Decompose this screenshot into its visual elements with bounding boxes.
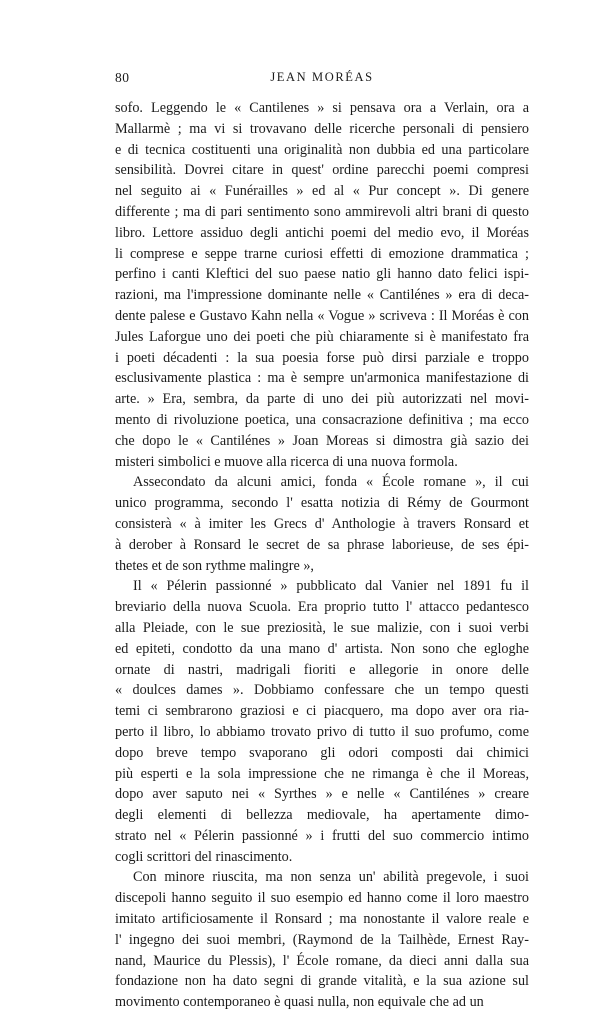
text-line: breviario della nuova Scuola. Era proprio tutto l' attacco pedantesco: [115, 599, 529, 616]
text-line: imitato artificiosamente il Ronsard ; ma nonostante il valore reale e: [115, 911, 529, 928]
running-title: JEAN MORÉAS: [270, 70, 374, 84]
text-line: perfino i canti Kleftici del suo paese natio gli hanno dato felici ispi-: [115, 266, 529, 283]
text-line: i poeti décadenti : la sua poesia forse può dirsi parziale e troppo: [115, 349, 529, 366]
text-line: à derober à Ronsard le secret de sa phrase laborieuse, de ses épi-: [115, 536, 529, 553]
text-line: libro. Lettore assiduo degli antichi poemi del medio evo, il Moréas: [115, 224, 529, 241]
text-line: mento di rivoluzione poetica, una consacrazione definitiva ; ma ecco: [115, 411, 529, 428]
page-number: 80: [115, 70, 130, 85]
text-line: misteri simbolici e muove alla ricerca di una nuova formola.: [115, 453, 458, 470]
text-line: thetes et de son rythme malingre »,: [115, 557, 314, 574]
text-line: ed epiteti, condotto da una mano d' artista. Non sono che egloghe: [115, 640, 529, 657]
paragraph: [115, 98, 529, 472]
text-line: che dopo le « Cantilénes » Joan Moreas si dimostra già sazio dei: [115, 432, 529, 449]
text-line: nand, Maurice du Plessis), l' École romane, da dieci anni dalla sua: [115, 952, 529, 969]
text-line: differente ; ma di pari sentimento sono ammirevoli altri brani di questo: [115, 203, 529, 220]
text-line: nel seguito ai « Funérailles » ed al « Pur concept ». Di genere: [115, 183, 529, 200]
text-line: unico programma, secondo l' esatta notizia di Rémy de Gourmont: [115, 495, 529, 512]
text-line: Assecondato da alcuni amici, fonda « École romane », il cui: [133, 474, 529, 491]
body-text: [115, 98, 529, 1013]
paragraph: [115, 867, 529, 1013]
text-line: ornate di nastri, madrigali fioriti e allegorie in onore delle: [115, 661, 529, 678]
text-line: dente palese e Gustavo Kahn nella « Vogue » scriveva : Il Moréas è con: [115, 307, 529, 324]
text-line: arte. » Era, sembra, da parte di uno dei più autorizzati nel movi-: [115, 391, 529, 408]
paragraph: [115, 576, 529, 867]
text-line: esclusivamente plastica : ma è sempre un'armonica manifestazione di: [115, 370, 529, 387]
text-line: temi ci sembrarono graziosi e ci piacquero, ma dopo aver ora ria-: [115, 703, 529, 720]
text-line: « doulces dames ». Dobbiamo confessare che un tempo questi: [115, 682, 529, 699]
text-line: dopo aver saputo nei « Syrthes » e nelle « Cantilénes » creare: [115, 786, 529, 803]
text-line: sofo. Leggendo le « Cantilenes » si pensava ora a Verlain, ora a: [115, 100, 529, 116]
paragraph: [115, 472, 529, 576]
text-line: cogli scrittori del rinascimento.: [115, 848, 293, 865]
text-line: sensibilità. Dovrei citare in quest' ordine parecchi poemi compresi: [115, 162, 529, 179]
text-line: discepoli hanno seguito il suo esempio ed hanno come il loro maestro: [115, 890, 529, 907]
text-line: razioni, ma l'impressione dominante nelle « Cantilénes » era di deca-: [115, 287, 529, 304]
text-line: alla Pleiade, con le sue preziosità, le sue malizie, con i suoi verbi: [115, 619, 529, 636]
text-line: Con minore riuscita, ma non senza un' abilità pregevole, i suoi: [133, 869, 529, 886]
text-line: Mallarmè ; ma vi si trovavano delle ricerche personali di pensiero: [115, 120, 529, 137]
text-line: Il « Pélerin passionné » pubblicato dal Vanier nel 1891 fu il: [133, 578, 529, 595]
text-line: dopo breve tempo svaporano gli odori composti dai chimici: [115, 744, 529, 761]
text-line: Jules Laforgue uno dei poeti che più chiaramente si è manifestato fra: [115, 328, 529, 345]
text-line: degli elementi di bellezza mediovale, ha apertamente dimo-: [115, 807, 529, 824]
text-line: li comprese e seppe trarne curiosi effetti di emozione drammatica ;: [115, 245, 529, 262]
text-line: perto il libro, lo abbiamo trovato privo di tutto il suo profumo, come: [115, 723, 529, 740]
text-line: più esperti e la sola impressione che ne rimanga è che il Moreas,: [115, 765, 529, 782]
text-line: movimento contemporaneo è quasi nulla, non equivale che ad un: [115, 994, 484, 1011]
text-line: consisterà « à imiter les Grecs d' Anthologie à travers Ronsard et: [115, 515, 529, 532]
text-line: e di tecnica costituenti una originalità non dubbia ed una particolare: [115, 141, 529, 158]
text-line: strato nel « Pélerin passionné » i frutti del suo commercio intimo: [115, 827, 529, 844]
text-line: fondazione non ha dato segni di grande vitalità, e la sua azione sul: [115, 973, 529, 990]
page-header: [115, 70, 529, 88]
text-line: l' ingegno dei suoi membri, (Raymond de la Tailhède, Ernest Ray-: [115, 931, 529, 948]
